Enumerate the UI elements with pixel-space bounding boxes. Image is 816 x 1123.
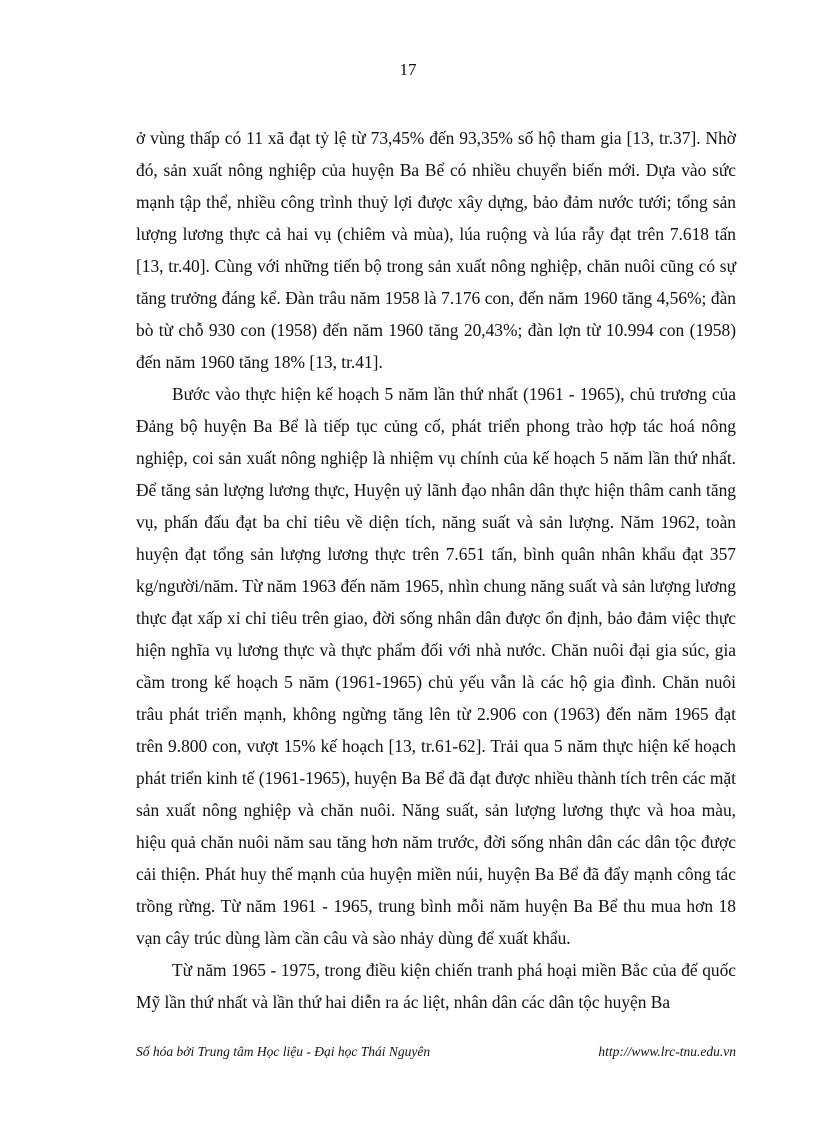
body-text: [136, 122, 736, 1018]
paragraph: ở vùng thấp có 11 xã đạt tỷ lệ từ 73,45% đến 93,35% số hộ tham gia [13, tr.37]. Nhờ đó, sản xuất nông nghiệp của huyện Ba Bể có nhiều chuyển biến mới. Dựa vào sức mạnh tập thể, nhiều công trình thuỷ lợi được xây dựng, bảo đảm nước tưới; tổng sản lượng lương thực cả hai vụ (chiêm và mùa), lúa ruộng và lúa rẫy đạt trên 7.618 tấn [13, tr.40]. Cùng với những tiến bộ trong sản xuất nông nghiệp, chăn nuôi cũng có sự tăng trưởng đáng kể. Đàn trâu năm 1958 là 7.176 con, đến năm 1960 tăng 4,56%; đàn bò từ chỗ 930 con (1958) đến năm 1960 tăng 20,43%; đàn lợn từ 10.994 con (1958) đến năm 1960 tăng 18% [13, tr.41].: [136, 128, 736, 372]
paragraph: Bước vào thực hiện kế hoạch 5 năm lần thứ nhất (1961 - 1965), chủ trương của Đảng bộ huyện Ba Bể là tiếp tục củng cố, phát triển phong trào hợp tác hoá nông nghiệp, coi sản xuất nông nghiệp là nhiệm vụ chính của kế hoạch 5 năm lần thứ nhất. Để tăng sản lượng lương thực, Huyện uỷ lãnh đạo nhân dân thực hiện thâm canh tăng vụ, phấn đấu đạt ba chỉ tiêu về diện tích, năng suất và sản lượng. Năm 1962, toàn huyện đạt tổng sản lượng lương thực trên 7.651 tấn, bình quân nhân khẩu đạt 357 kg/người/năm. Từ năm 1963 đến năm 1965, nhìn chung năng suất và sản lượng lương thực đạt xấp xỉ chỉ tiêu trên giao, đời sống nhân dân được ổn định, bảo đảm việc thực hiện nghĩa vụ lương thực và thực phẩm đối với nhà nước. Chăn nuôi đại gia súc, gia cầm trong kế hoạch 5 năm (1961-1965) chủ yếu vẫn là các hộ gia đình. Chăn nuôi trâu phát triển mạnh, không ngừng tăng lên từ 2.906 con (1963) đến năm 1965 đạt trên 9.800 con, vượt 15% kế hoạch [13, tr.61-62]. Trải qua 5 năm thực hiện kế hoạch phát triển kinh tế (1961-1965), huyện Ba Bể đã đạt được nhiều thành tích trên các mặt sản xuất nông nghiệp và chăn nuôi. Năng suất, sản lượng lương thực và hoa màu, hiệu quả chăn nuôi năm sau tăng hơn năm trước, đời sống nhân dân các dân tộc được cải thiện. Phát huy thế mạnh của huyện miền núi, huyện Ba Bể đã đẩy mạnh công tác trồng rừng. Từ năm 1961 - 1965, trung bình mỗi năm huyện Ba Bể thu mua hơn 18 vạn cây trúc dùng làm cần câu và sào nhảy dùng để xuất khẩu.: [136, 384, 736, 948]
page-number: 17: [399, 60, 417, 79]
footer-url[interactable]: http://www.lrc-tnu.edu.vn: [598, 1044, 736, 1059]
page-footer: [136, 1044, 736, 1064]
paragraph: Từ năm 1965 - 1975, trong điều kiện chiến tranh phá hoại miền Bắc của đế quốc Mỹ lần thứ nhất và lần thứ hai diễn ra ác liệt, nhân dân các dân tộc huyện Ba: [136, 960, 736, 1012]
footer-credit: Số hóa bởi Trung tâm Học liệu - Đại học Thái Nguyên: [136, 1044, 431, 1059]
